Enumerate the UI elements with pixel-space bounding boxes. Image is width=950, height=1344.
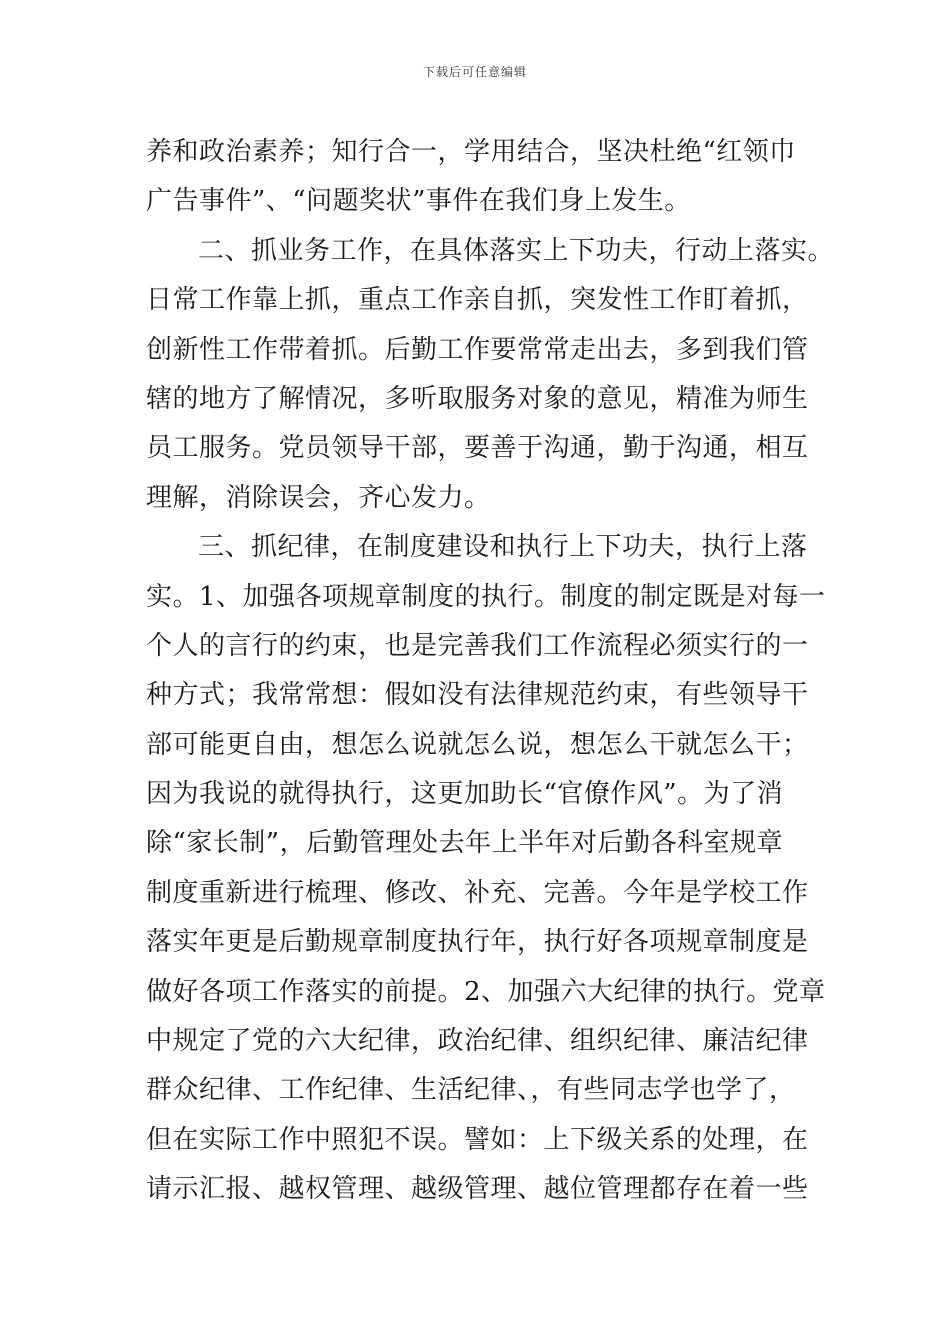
text-line: 员工服务。党员领导干部，要善于沟通，勤于沟通，相互: [146, 433, 809, 464]
text-line: 二、抓业务工作，在具体落实上下功夫，行动上落实。: [198, 235, 835, 266]
paragraph-2: [146, 227, 835, 523]
paragraph-3: [146, 523, 826, 1214]
text-line: 种方式；我常常想：假如没有法律规范约束，有些领导干: [146, 680, 809, 711]
text-line: 除“家长制”，后勤管理处去年上半年对后勤各科室规章: [146, 828, 784, 859]
text-line: 养和政治素养；知行合一，学用结合，坚决杜绝“红领巾: [146, 137, 796, 167]
document-body: [146, 128, 835, 1215]
text-line: 部可能更自由，想怎么说就怎么说，想怎么干就怎么干；: [146, 729, 809, 760]
paragraph-1: [146, 128, 826, 227]
text-line: 做好各项工作落实的前提。2、加强六大纪律的执行。党章: [146, 976, 826, 1007]
text-line: 个人的言行的约束，也是完善我们工作流程必须实行的一: [146, 630, 809, 661]
text-line: 广告事件”、“问题奖状”事件在我们身上发生。: [146, 186, 691, 217]
text-line: 但在实际工作中照犯不误。譬如：上下级关系的处理，在: [146, 1124, 809, 1155]
text-line: 实。1、加强各项规章制度的执行。制度的制定既是对每一: [146, 581, 826, 612]
text-line: 理解，消除误会，齐心发力。: [146, 482, 491, 513]
text-line: 辖的地方了解情况，多听取服务对象的意见，精准为师生: [146, 383, 809, 414]
text-line: 制度重新进行梳理、修改、补充、完善。今年是学校工作: [146, 877, 809, 908]
text-line: 请示汇报、越权管理、越级管理、越位管理都存在着一些: [146, 1174, 809, 1205]
text-line: 创新性工作带着抓。后勤工作要常常走出去，多到我们管: [146, 334, 809, 365]
text-line: 日常工作靠上抓，重点工作亲自抓，突发性工作盯着抓，: [146, 285, 809, 316]
page-header: 下载后可任意编辑: [422, 65, 527, 79]
text-line: 因为我说的就得执行，这更加助长“官僚作风”。为了消: [146, 779, 784, 810]
text-line: 中规定了党的六大纪律，政治纪律、组织纪律、廉洁纪律: [146, 1026, 809, 1057]
text-line: 落实年更是后勤规章制度执行年，执行好各项规章制度是: [146, 927, 809, 958]
text-line: 三、抓纪律，在制度建设和执行上下功夫，执行上落: [198, 532, 808, 563]
text-line: 群众纪律、工作纪律、生活纪律、，有些同志学也学了，: [146, 1075, 796, 1106]
